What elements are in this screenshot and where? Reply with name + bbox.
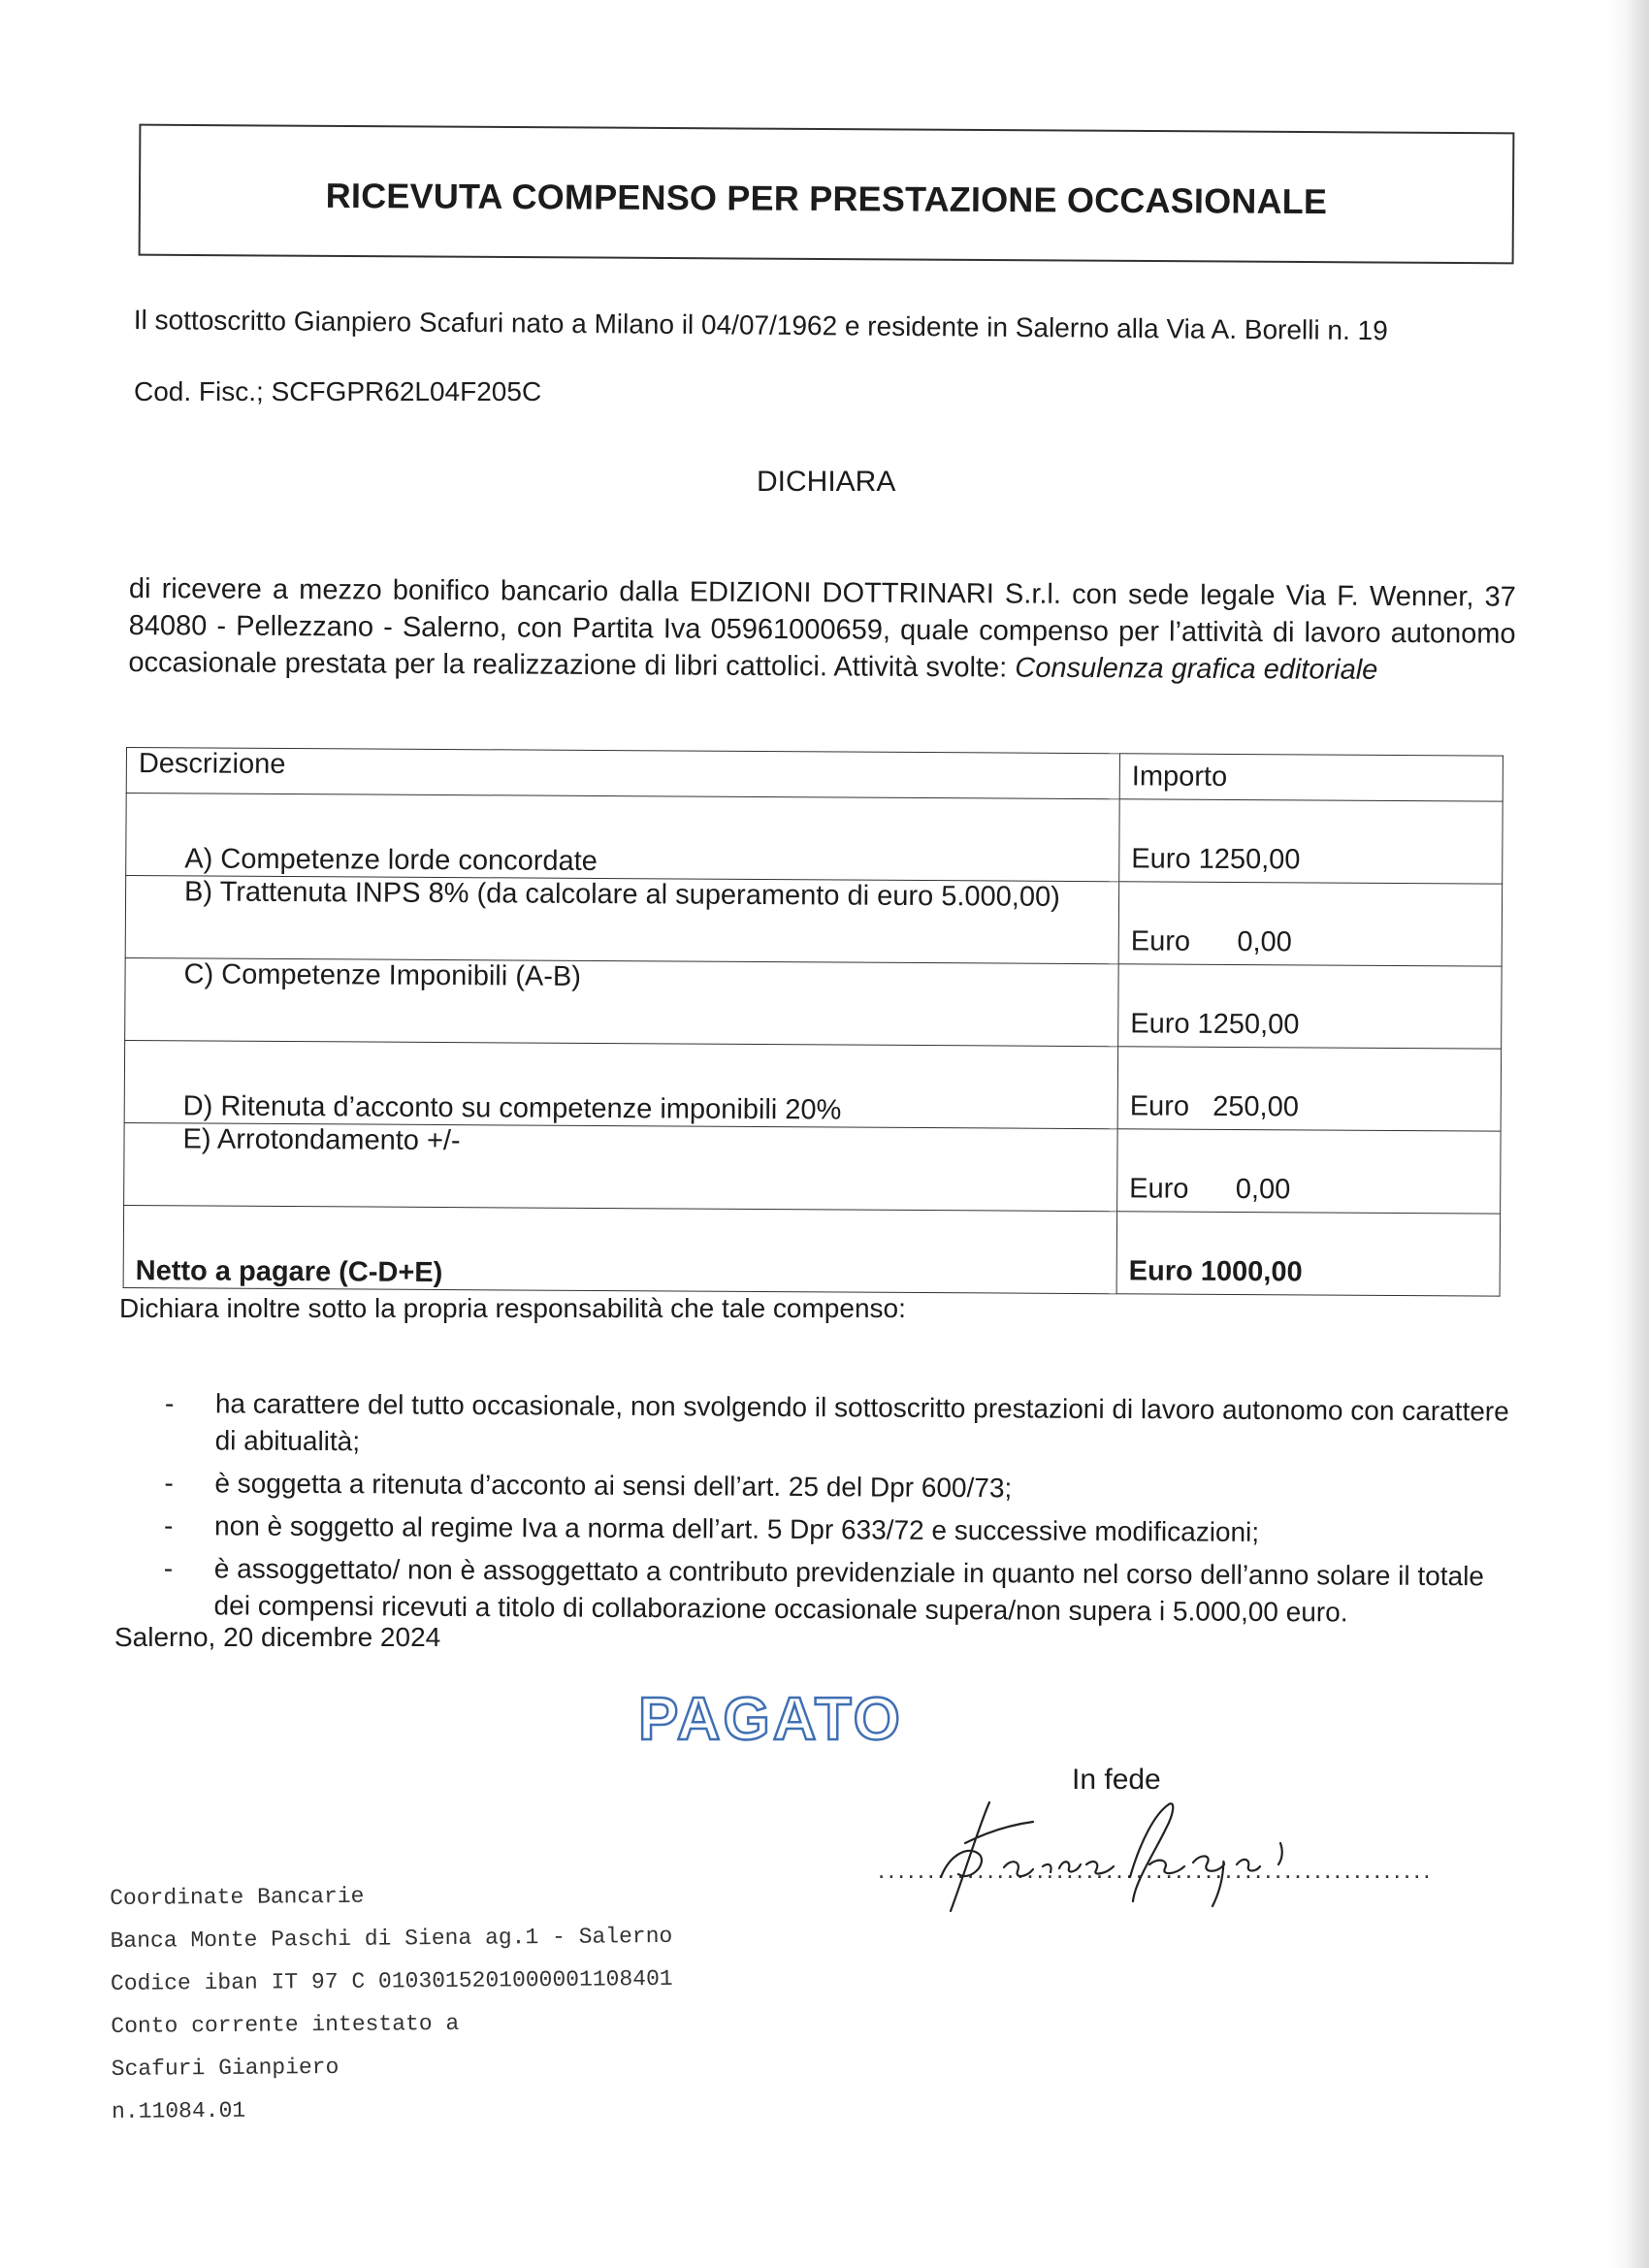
row-amount: Euro 0,00 — [1117, 1129, 1502, 1214]
bullet-marker: - — [164, 1388, 175, 1419]
list-item — [165, 1385, 1523, 1468]
row-description: E) Arrotondamento +/- — [124, 1122, 1118, 1211]
list-item-text: non è soggetto al regime Iva a norma dell’art. 5 Dpr 633/72 e successive modificazioni; — [214, 1510, 1260, 1547]
list-item — [163, 1550, 1521, 1633]
table-row — [124, 1040, 1501, 1131]
paragraph-text: di ricevere a mezzo bonifico bancario dalla EDIZIONI DOTTRINARI S.r.l. con sede legale Via F. Wenner, 37 84080 - Pellezzano - Salerno, con Partita Iva 05961000659, quale compenso per l’attività di lavoro autonomo occasionale prestata per la realizzazione di libri cattolici. Attività svolte: — [128, 572, 1516, 684]
row-amount: Euro 250,00 — [1117, 1047, 1502, 1131]
table-row — [126, 794, 1503, 885]
row-amount: Euro 0,00 — [1118, 882, 1503, 966]
bullet-marker: - — [164, 1509, 174, 1541]
dichiara-heading: DICHIARA — [757, 466, 896, 498]
total-amount: Euro 1000,00 — [1116, 1212, 1501, 1296]
table-row — [125, 876, 1502, 967]
in-fede-label: In fede — [1072, 1764, 1161, 1796]
paid-stamp: PAGATO — [638, 1686, 903, 1753]
handwritten-signature — [912, 1785, 1339, 1921]
compensation-table — [123, 747, 1504, 1297]
bullet-marker: - — [164, 1467, 174, 1499]
row-amount: Euro 1250,00 — [1119, 799, 1504, 884]
header-amount: Importo — [1119, 754, 1503, 801]
row-description: D) Ritenuta d’acconto su competenze imponibili 20% — [124, 1040, 1118, 1128]
bank-account-number: n.11084.01 — [111, 2097, 246, 2124]
header-description: Descrizione — [126, 748, 1119, 799]
bank-name: Banca Monte Paschi di Siena ag.1 - Salerno — [110, 1923, 673, 1954]
list-item — [164, 1507, 1522, 1553]
total-label: Netto a pagare (C-D+E) — [123, 1205, 1117, 1293]
bank-heading: Coordinate Bancarie — [110, 1883, 365, 1911]
declaration-paragraph — [128, 570, 1516, 690]
scan-edge-shadow — [1610, 0, 1649, 2268]
list-item-text: è assoggettato/ non è assoggettato a contributo previdenziale in quanto nel corso dell’anno solare il totale dei compensi ricevuti a titolo di collaborazione occasionale supera/non supera i 5.000,00 euro. — [213, 1553, 1485, 1628]
row-description: B) Trattenuta INPS 8% (da calcolare al superamento di euro 5.000,00) — [125, 876, 1119, 964]
signature-line: ........................................................ — [878, 1855, 1434, 1884]
list-item — [164, 1465, 1522, 1510]
list-item-text: ha carattere del tutto occasionale, non svolgendo il sottoscritto prestazioni di lavoro autonomo con carattere di abitualità; — [214, 1388, 1509, 1457]
paragraph-activity: Consulenza grafica editoriale — [1015, 652, 1378, 686]
declaration-intro: Dichiara inoltre sotto la propria responsabilità che tale compenso: — [119, 1293, 906, 1323]
document-title: RICEVUTA COMPENSO PER PRESTAZIONE OCCASIONALE — [325, 175, 1328, 222]
intro-line: Il sottoscritto Gianpiero Scafuri nato a Milano il 04/07/1962 e residente in Salerno alla Via A. Borelli n. 19 — [133, 305, 1388, 346]
declaration-list — [163, 1385, 1523, 1638]
bank-details — [110, 1872, 674, 2133]
table-row — [125, 957, 1502, 1049]
table-total-row — [123, 1205, 1500, 1296]
table-row — [124, 1122, 1501, 1214]
bank-account-holder-label: Conto corrente intestato a — [111, 2010, 460, 2039]
title-box — [139, 124, 1515, 265]
row-description: C) Competenze Imponibili (A-B) — [125, 957, 1119, 1046]
row-description: A) Competenze lorde concordate — [126, 794, 1120, 882]
place-date: Salerno, 20 dicembre 2024 — [114, 1622, 441, 1652]
bullet-marker: - — [163, 1552, 174, 1584]
bank-account-holder: Scafuri Gianpiero — [111, 2054, 340, 2082]
row-amount: Euro 1250,00 — [1118, 964, 1503, 1049]
bank-iban: Codice iban IT 97 C 0103015201000001108401 — [110, 1965, 673, 1996]
list-item-text: è soggetta a ritenuta d’acconto ai sensi dell’art. 25 del Dpr 600/73; — [214, 1468, 1013, 1504]
fiscal-code: Cod. Fisc.; SCFGPR62L04F205C — [134, 376, 542, 406]
